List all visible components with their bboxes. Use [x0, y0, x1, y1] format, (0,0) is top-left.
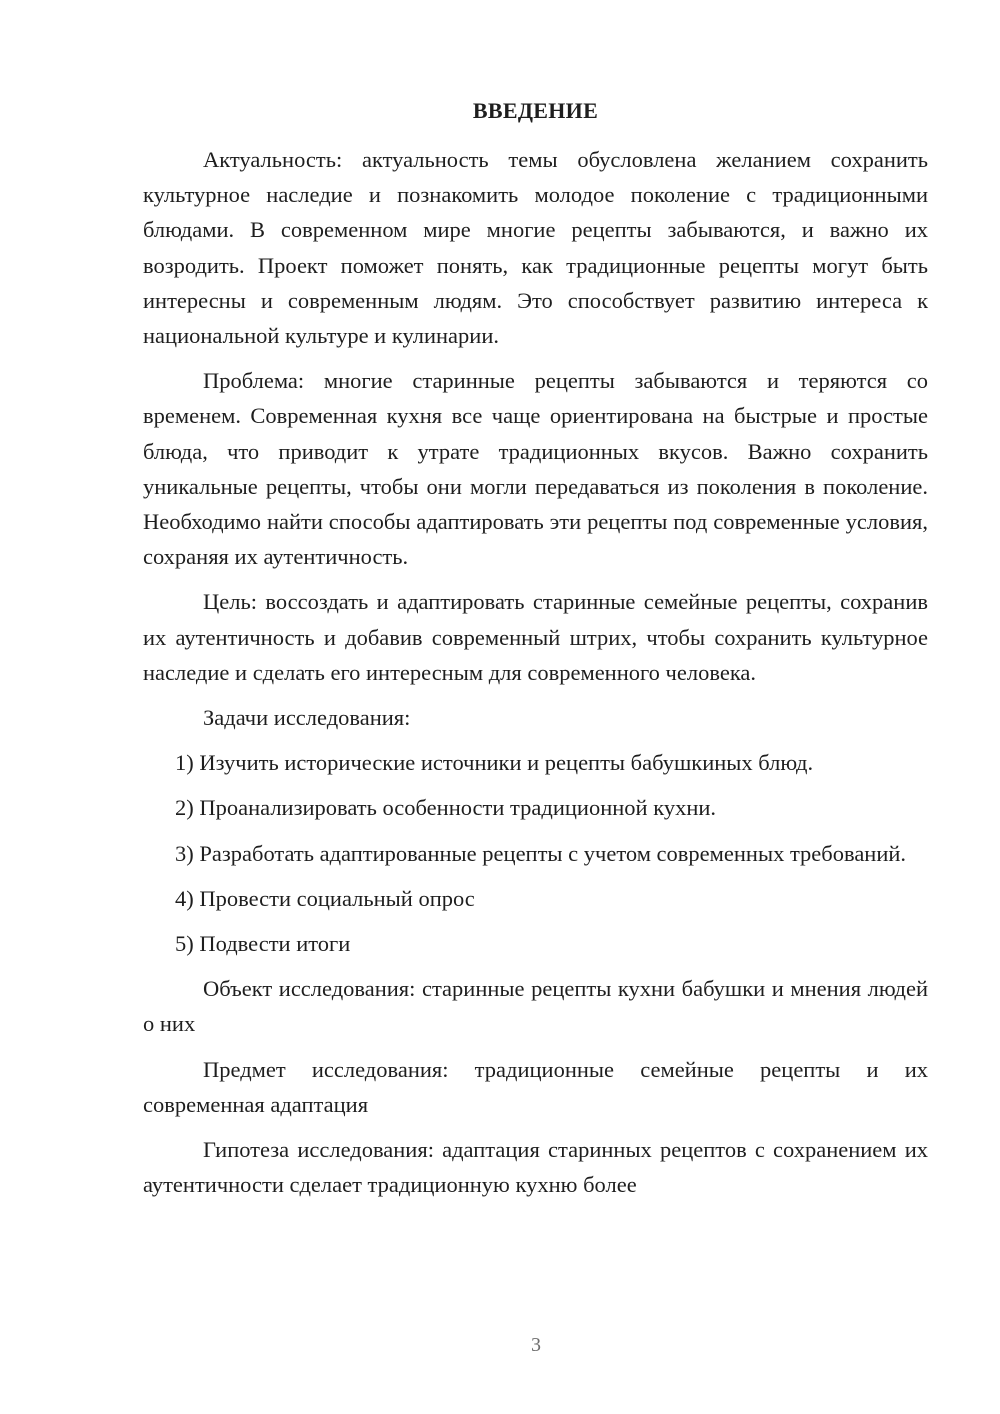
tasks-heading: Задачи исследования: [203, 705, 411, 731]
task-item: 2) Проанализировать особенности традиционной кухни. [175, 795, 717, 821]
task-item: 3) Разработать адаптированные рецепты с учетом современных требований. [175, 840, 907, 866]
problem-paragraph: Проблема: многие старинные рецепты забываются и теряются со временем. Современная кухня все чаще ориентирована на быстрые и простые блюда, что приводит к утрате традиционных вкусов. Важно сохранить уникальные рецепты, чтобы они могли передаваться из поколения в поколение. Необходимо найти способы адаптировать эти рецепты под современные условия, сохраняя их аутентичность. [143, 368, 928, 570]
document-body [143, 142, 928, 1212]
object-paragraph: Объект исследования: старинные рецепты кухни бабушки и мнения людей о них [143, 976, 928, 1037]
task-item: 4) Провести социальный опрос [175, 885, 475, 911]
task-item: 5) Подвести итоги [175, 931, 351, 957]
page-number: 3 [531, 1334, 541, 1356]
goal-paragraph: Цель: воссоздать и адаптировать старинные семейные рецепты, сохранив их аутентичность и добавив современный штрих, чтобы сохранить культурное наследие и сделать его интересным для современного человека. [143, 589, 928, 685]
page-title: ВВЕДЕНИЕ [472, 98, 599, 123]
hypothesis-paragraph: Гипотеза исследования: адаптация старинных рецептов с сохранением их аутентичности сделает традиционную кухню более [143, 1137, 928, 1198]
task-item: 1) Изучить исторические источники и рецепты бабушкиных блюд. [175, 750, 814, 776]
subject-paragraph: Предмет исследования: традиционные семейные рецепты и их современная адаптация [143, 1056, 928, 1117]
relevance-paragraph: Актуальность: актуальность темы обусловлена желанием сохранить культурное наследие и познакомить молодое поколение с традиционными блюдами. В современном мире многие рецепты забываются, и важно их возродить. Проект поможет понять, как традиционные рецепты могут быть интересны и современным людям. Это способствует развитию интереса к национальной культуре и кулинарии. [143, 147, 928, 349]
